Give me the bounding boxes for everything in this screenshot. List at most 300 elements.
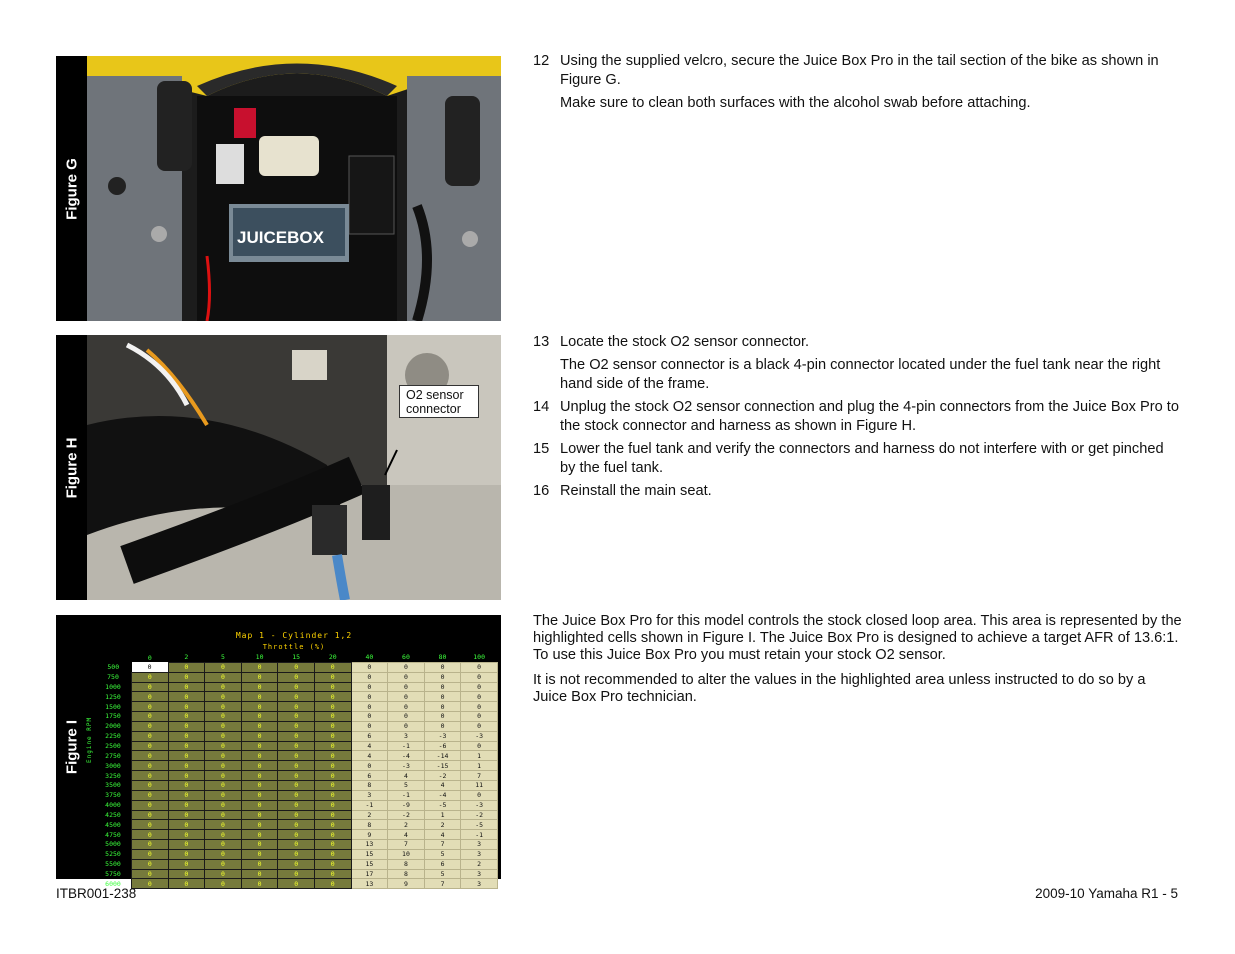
map-cell-highlighted[interactable]: 7 bbox=[461, 771, 498, 781]
map-cell-highlighted[interactable]: 0 bbox=[424, 672, 461, 682]
map-cell-highlighted[interactable]: 0 bbox=[461, 741, 498, 751]
map-cell-highlighted[interactable]: 0 bbox=[461, 692, 498, 702]
step-13-note: The O2 sensor connector is a black 4-pin connector located under the fuel tank near the right hand side of the frame. bbox=[560, 357, 1161, 392]
map-cell[interactable]: 0 bbox=[168, 721, 205, 731]
map-cell-highlighted[interactable]: -1 bbox=[351, 800, 388, 810]
map-cell[interactable]: 0 bbox=[314, 810, 351, 820]
map-cell[interactable]: 0 bbox=[132, 692, 169, 702]
map-cell[interactable]: 0 bbox=[278, 702, 315, 712]
map-col-header: 0 bbox=[147, 653, 152, 662]
map-cell[interactable]: 0 bbox=[241, 820, 278, 830]
map-cell-highlighted[interactable]: 2 bbox=[388, 820, 425, 830]
map-cell[interactable]: 0 bbox=[168, 751, 205, 761]
map-cell-highlighted[interactable]: -2 bbox=[461, 810, 498, 820]
map-cell[interactable]: 0 bbox=[241, 790, 278, 800]
map-cell[interactable]: 0 bbox=[241, 830, 278, 840]
map-cell-highlighted[interactable]: 9 bbox=[351, 830, 388, 840]
map-cell[interactable]: 0 bbox=[132, 830, 169, 840]
step-12 bbox=[533, 52, 1183, 90]
map-cell-highlighted[interactable]: 10 bbox=[388, 849, 425, 859]
map-row-header: 5250 bbox=[105, 850, 121, 859]
map-cell[interactable]: 0 bbox=[278, 662, 315, 672]
map-row-header: 1250 bbox=[105, 692, 121, 701]
step-text: Locate the stock O2 sensor connector. bbox=[560, 334, 810, 350]
map-cell-highlighted[interactable]: 0 bbox=[461, 790, 498, 800]
map-cell-highlighted[interactable]: 0 bbox=[351, 712, 388, 722]
map-cell[interactable]: 0 bbox=[168, 849, 205, 859]
map-cell[interactable]: 0 bbox=[168, 810, 205, 820]
map-cell-highlighted[interactable]: 0 bbox=[461, 672, 498, 682]
map-cell-highlighted[interactable]: 3 bbox=[461, 849, 498, 859]
map-cell-highlighted[interactable]: 1 bbox=[461, 761, 498, 771]
map-cell[interactable]: 0 bbox=[205, 820, 242, 830]
map-cell-highlighted[interactable]: 13 bbox=[351, 840, 388, 850]
map-cell[interactable]: 0 bbox=[278, 731, 315, 741]
map-cell-highlighted[interactable]: -5 bbox=[424, 800, 461, 810]
map-cell[interactable]: 0 bbox=[278, 869, 315, 879]
map-cell[interactable]: 0 bbox=[241, 692, 278, 702]
map-cell[interactable]: 0 bbox=[241, 702, 278, 712]
map-cell-highlighted[interactable]: 4 bbox=[388, 830, 425, 840]
map-cell-highlighted[interactable]: 1 bbox=[461, 751, 498, 761]
map-cell[interactable]: 0 bbox=[278, 682, 315, 692]
map-row-header: 4500 bbox=[105, 820, 121, 829]
map-cell-highlighted[interactable]: 3 bbox=[351, 790, 388, 800]
map-cell[interactable]: 0 bbox=[168, 672, 205, 682]
map-cell-highlighted[interactable]: 4 bbox=[351, 751, 388, 761]
map-cell-highlighted[interactable]: 4 bbox=[351, 741, 388, 751]
map-cell[interactable]: 0 bbox=[314, 820, 351, 830]
map-cell[interactable]: 0 bbox=[241, 780, 278, 790]
map-cell-highlighted[interactable]: 0 bbox=[351, 672, 388, 682]
map-cell[interactable]: 0 bbox=[314, 702, 351, 712]
map-cell[interactable]: 0 bbox=[205, 840, 242, 850]
map-cell[interactable]: 0 bbox=[314, 790, 351, 800]
map-cell[interactable]: 0 bbox=[278, 761, 315, 771]
map-cell-highlighted[interactable]: 0 bbox=[461, 712, 498, 722]
steps-block-a bbox=[533, 52, 1183, 117]
map-cell-highlighted[interactable]: 0 bbox=[388, 672, 425, 682]
map-cell[interactable]: 0 bbox=[205, 800, 242, 810]
map-cell-highlighted[interactable]: 0 bbox=[351, 702, 388, 712]
map-row bbox=[95, 682, 497, 692]
map-cell[interactable]: 0 bbox=[168, 712, 205, 722]
map-cell-highlighted[interactable]: 0 bbox=[388, 702, 425, 712]
map-row-header: 2750 bbox=[105, 751, 121, 760]
map-cell-highlighted[interactable]: 8 bbox=[351, 780, 388, 790]
map-cell[interactable]: 0 bbox=[278, 849, 315, 859]
map-cell[interactable]: 0 bbox=[168, 840, 205, 850]
map-cell[interactable]: 0 bbox=[241, 771, 278, 781]
map-cell[interactable]: 0 bbox=[205, 741, 242, 751]
step-text: Lower the fuel tank and verify the connectors and harness do not interfere with or get pinched by the fuel tank. bbox=[560, 441, 1164, 476]
map-row-header: 750 bbox=[107, 673, 119, 682]
map-cell[interactable]: 0 bbox=[278, 721, 315, 731]
map-cell[interactable]: 0 bbox=[314, 879, 351, 889]
figure-g bbox=[56, 56, 501, 321]
map-cell[interactable]: 0 bbox=[132, 741, 169, 751]
map-cell[interactable]: 0 bbox=[241, 712, 278, 722]
map-cell-highlighted[interactable]: 0 bbox=[351, 662, 388, 672]
map-cell-highlighted[interactable]: 6 bbox=[351, 731, 388, 741]
map-cell[interactable]: 0 bbox=[314, 771, 351, 781]
map-cell-highlighted[interactable]: 8 bbox=[351, 820, 388, 830]
map-row bbox=[95, 800, 497, 810]
map-title: Map 1 - Cylinder 1,2 bbox=[235, 631, 353, 640]
map-cell[interactable]: 0 bbox=[278, 672, 315, 682]
map-cell-highlighted[interactable]: -3 bbox=[461, 800, 498, 810]
map-cell[interactable]: 0 bbox=[241, 800, 278, 810]
step-number: 16 bbox=[533, 483, 550, 499]
map-cell[interactable]: 0 bbox=[205, 771, 242, 781]
map-cell[interactable]: 0 bbox=[205, 859, 242, 869]
map-row bbox=[95, 702, 497, 712]
map-cell[interactable]: 0 bbox=[132, 810, 169, 820]
map-cell[interactable]: 0 bbox=[241, 751, 278, 761]
map-cell-highlighted[interactable]: 5 bbox=[388, 780, 425, 790]
map-cell[interactable]: 0 bbox=[314, 780, 351, 790]
map-cell-highlighted[interactable]: -1 bbox=[461, 830, 498, 840]
map-cell[interactable]: 0 bbox=[168, 830, 205, 840]
map-cell-highlighted[interactable]: 0 bbox=[461, 682, 498, 692]
fuel-map bbox=[86, 615, 501, 888]
map-cell[interactable]: 0 bbox=[314, 761, 351, 771]
map-row bbox=[95, 820, 497, 830]
map-cell[interactable]: 0 bbox=[314, 751, 351, 761]
map-cell[interactable]: 0 bbox=[205, 761, 242, 771]
map-cell[interactable]: 0 bbox=[132, 849, 169, 859]
map-cell[interactable]: 0 bbox=[241, 810, 278, 820]
map-col-header: 5 bbox=[221, 653, 225, 662]
map-cell[interactable]: 0 bbox=[314, 869, 351, 879]
map-cell[interactable]: 0 bbox=[314, 712, 351, 722]
step-text: Reinstall the main seat. bbox=[560, 483, 712, 499]
map-row bbox=[95, 810, 497, 820]
map-cell[interactable]: 0 bbox=[241, 672, 278, 682]
map-cell[interactable]: 0 bbox=[314, 849, 351, 859]
map-cell-highlighted[interactable]: 1 bbox=[424, 810, 461, 820]
map-cell-highlighted[interactable]: 7 bbox=[424, 840, 461, 850]
map-cell[interactable]: 0 bbox=[168, 692, 205, 702]
map-row bbox=[95, 790, 497, 800]
step-number: 13 bbox=[533, 334, 550, 350]
figure-i-label: Figure I bbox=[63, 719, 80, 775]
map-cell[interactable]: 0 bbox=[132, 702, 169, 712]
map-cell-highlighted[interactable]: 11 bbox=[461, 780, 498, 790]
juicebox-logo-text: JUICEBOX bbox=[237, 228, 324, 247]
map-row bbox=[95, 751, 497, 761]
map-cell[interactable]: 0 bbox=[205, 830, 242, 840]
map-cell-highlighted[interactable]: 4 bbox=[424, 830, 461, 840]
map-row-header: 3000 bbox=[105, 761, 121, 770]
map-cell-highlighted[interactable]: 13 bbox=[351, 879, 388, 889]
map-cell[interactable]: 0 bbox=[278, 751, 315, 761]
map-cell-highlighted[interactable]: 0 bbox=[351, 721, 388, 731]
map-cell[interactable]: 0 bbox=[205, 869, 242, 879]
map-cell-highlighted[interactable]: 3 bbox=[461, 879, 498, 889]
map-cell[interactable]: 0 bbox=[241, 761, 278, 771]
map-cell-highlighted[interactable]: 0 bbox=[424, 702, 461, 712]
map-cell[interactable]: 0 bbox=[241, 840, 278, 850]
paragraph-warning: It is not recommended to alter the values in the highlighted area unless instructed to do so by a Juice Box Pro technician. bbox=[533, 672, 1146, 705]
steps-block-b bbox=[533, 333, 1183, 505]
map-cell[interactable]: 0 bbox=[314, 840, 351, 850]
map-cell[interactable]: 0 bbox=[168, 800, 205, 810]
map-col-header: 40 bbox=[365, 653, 374, 662]
map-cell[interactable]: 0 bbox=[278, 780, 315, 790]
map-cell-highlighted[interactable]: 0 bbox=[388, 662, 425, 672]
map-cell[interactable]: 0 bbox=[168, 662, 205, 672]
map-row-header: 2000 bbox=[105, 722, 121, 731]
map-cell[interactable]: 0 bbox=[132, 761, 169, 771]
map-cell-highlighted[interactable]: -2 bbox=[388, 810, 425, 820]
map-row-header: 500 bbox=[107, 663, 120, 672]
map-cell[interactable]: 0 bbox=[168, 731, 205, 741]
map-cell-highlighted[interactable]: -2 bbox=[424, 771, 461, 781]
map-cell[interactable]: 0 bbox=[205, 682, 242, 692]
map-description bbox=[533, 613, 1183, 714]
map-cell-highlighted[interactable]: 0 bbox=[461, 702, 498, 712]
map-cell-highlighted[interactable]: -6 bbox=[424, 741, 461, 751]
map-cell[interactable]: 0 bbox=[168, 859, 205, 869]
map-cell-highlighted[interactable]: 4 bbox=[388, 771, 425, 781]
map-row bbox=[95, 692, 497, 702]
map-row-header: 3250 bbox=[105, 771, 121, 780]
map-cell[interactable]: 0 bbox=[132, 820, 169, 830]
map-cell[interactable]: 0 bbox=[241, 741, 278, 751]
map-row-header: 4000 bbox=[105, 801, 121, 810]
map-cell[interactable]: 0 bbox=[241, 869, 278, 879]
map-cell-highlighted[interactable]: 7 bbox=[424, 879, 461, 889]
map-cell-highlighted[interactable]: -9 bbox=[388, 800, 425, 810]
map-cell[interactable]: 0 bbox=[168, 820, 205, 830]
map-cell-highlighted[interactable]: 0 bbox=[388, 721, 425, 731]
map-cell-highlighted[interactable]: -3 bbox=[388, 761, 425, 771]
map-cell[interactable]: 0 bbox=[278, 810, 315, 820]
map-cell-highlighted[interactable]: 6 bbox=[424, 859, 461, 869]
map-cell-highlighted[interactable]: 0 bbox=[388, 682, 425, 692]
map-row bbox=[95, 840, 497, 850]
map-cell[interactable]: 0 bbox=[205, 790, 242, 800]
map-cell-highlighted[interactable]: 0 bbox=[424, 712, 461, 722]
map-corner bbox=[95, 653, 132, 662]
map-cell[interactable]: 0 bbox=[241, 662, 278, 672]
map-cell-highlighted[interactable]: 0 bbox=[388, 712, 425, 722]
map-row bbox=[95, 721, 497, 731]
map-cell[interactable]: 0 bbox=[314, 682, 351, 692]
step-text: Unplug the stock O2 sensor connection and plug the 4-pin connectors from the Juice Box Pro to the stock connector and harness as shown in Figure H. bbox=[560, 399, 1179, 434]
map-cell[interactable]: 0 bbox=[205, 721, 242, 731]
map-row bbox=[95, 849, 497, 859]
map-cell[interactable]: 0 bbox=[132, 869, 169, 879]
map-cell[interactable]: 0 bbox=[314, 672, 351, 682]
map-cell[interactable]: 0 bbox=[241, 731, 278, 741]
map-cell-highlighted[interactable]: 0 bbox=[351, 692, 388, 702]
map-cell[interactable]: 0 bbox=[132, 672, 169, 682]
map-row-header: 2250 bbox=[105, 732, 121, 741]
map-cell[interactable]: 0 bbox=[168, 771, 205, 781]
map-row-header: 5500 bbox=[105, 860, 121, 869]
o2-sensor-callout: O2 sensor connector bbox=[399, 385, 479, 418]
map-cell[interactable]: 0 bbox=[278, 840, 315, 850]
map-cell[interactable]: 0 bbox=[168, 702, 205, 712]
map-cell-highlighted[interactable]: 0 bbox=[388, 692, 425, 702]
map-row-header: 3500 bbox=[105, 781, 121, 790]
map-cell[interactable]: 0 bbox=[132, 682, 169, 692]
map-col-header: 20 bbox=[328, 653, 337, 662]
map-row bbox=[95, 662, 497, 672]
figure-i-tab bbox=[56, 615, 87, 879]
map-cell-highlighted[interactable]: 0 bbox=[351, 761, 388, 771]
map-cell[interactable]: 0 bbox=[314, 692, 351, 702]
map-cell[interactable]: 0 bbox=[205, 849, 242, 859]
map-throttle-title: Throttle (%) bbox=[262, 643, 326, 651]
step-number: 12 bbox=[533, 53, 550, 69]
map-cell[interactable]: 0 bbox=[314, 800, 351, 810]
map-cell-highlighted[interactable]: 0 bbox=[424, 692, 461, 702]
map-col-header: 15 bbox=[292, 653, 301, 662]
map-row-header: 1750 bbox=[105, 712, 121, 721]
map-cell-highlighted[interactable]: 0 bbox=[424, 682, 461, 692]
step-text: Using the supplied velcro, secure the Juice Box Pro in the tail section of the bike as shown in Figure G. bbox=[560, 53, 1159, 88]
map-cell-highlighted[interactable]: 8 bbox=[388, 869, 425, 879]
map-cell[interactable]: 0 bbox=[205, 751, 242, 761]
map-cell[interactable]: 0 bbox=[205, 780, 242, 790]
map-cell-highlighted[interactable]: 17 bbox=[351, 869, 388, 879]
map-cell-highlighted[interactable]: 9 bbox=[388, 879, 425, 889]
map-cell-highlighted[interactable]: -3 bbox=[461, 731, 498, 741]
map-cell[interactable]: 0 bbox=[205, 810, 242, 820]
map-cell-highlighted[interactable]: 5 bbox=[424, 869, 461, 879]
paragraph-closed-loop: The Juice Box Pro for this model controls the stock closed loop area. This area is represented by the highlighted cells shown in Figure I. The Juice Box Pro is designed to achieve a target AFR of 13.6:1. To use this Juice Box Pro you must retain your stock O2 sensor. bbox=[533, 613, 1182, 663]
figure-i bbox=[56, 615, 501, 888]
map-cell[interactable]: 0 bbox=[205, 692, 242, 702]
map-cell[interactable]: 0 bbox=[278, 692, 315, 702]
map-cell[interactable]: 0 bbox=[314, 859, 351, 869]
map-cell[interactable]: 0 bbox=[132, 771, 169, 781]
map-cell[interactable]: 0 bbox=[132, 721, 169, 731]
map-cell[interactable]: 0 bbox=[278, 790, 315, 800]
map-cell[interactable]: 0 bbox=[132, 790, 169, 800]
map-cell[interactable]: 0 bbox=[205, 879, 242, 889]
map-cell[interactable]: 0 bbox=[168, 869, 205, 879]
map-cell-highlighted[interactable]: 3 bbox=[461, 869, 498, 879]
map-cell-selected[interactable]: 0 bbox=[132, 662, 169, 672]
map-cell[interactable]: 0 bbox=[314, 741, 351, 751]
map-cell[interactable]: 0 bbox=[314, 662, 351, 672]
map-cell[interactable]: 0 bbox=[278, 820, 315, 830]
map-cell[interactable]: 0 bbox=[205, 731, 242, 741]
map-cell[interactable]: 0 bbox=[278, 859, 315, 869]
map-cell-highlighted[interactable]: 2 bbox=[461, 859, 498, 869]
map-cell[interactable]: 0 bbox=[168, 790, 205, 800]
map-row-header: 4750 bbox=[105, 830, 121, 839]
map-cell[interactable]: 0 bbox=[132, 731, 169, 741]
map-cell[interactable]: 0 bbox=[314, 721, 351, 731]
map-row-header: 1000 bbox=[105, 682, 121, 691]
map-cell-highlighted[interactable]: 4 bbox=[424, 780, 461, 790]
map-cell[interactable]: 0 bbox=[278, 879, 315, 889]
map-cell[interactable]: 0 bbox=[278, 712, 315, 722]
figure-h bbox=[56, 335, 501, 600]
map-cell[interactable]: 0 bbox=[132, 800, 169, 810]
step-13 bbox=[533, 333, 1183, 352]
map-cell-highlighted[interactable]: 3 bbox=[388, 731, 425, 741]
map-cell-highlighted[interactable]: 8 bbox=[388, 859, 425, 869]
map-cell[interactable]: 0 bbox=[168, 879, 205, 889]
map-cell-highlighted[interactable]: -14 bbox=[424, 751, 461, 761]
map-cell-highlighted[interactable]: -5 bbox=[461, 820, 498, 830]
map-cell-highlighted[interactable]: -1 bbox=[388, 741, 425, 751]
map-cell[interactable]: 0 bbox=[278, 771, 315, 781]
map-cell-highlighted[interactable]: -4 bbox=[424, 790, 461, 800]
map-cell-highlighted[interactable]: 5 bbox=[424, 849, 461, 859]
map-cell-highlighted[interactable]: 2 bbox=[351, 810, 388, 820]
map-cell-highlighted[interactable]: 0 bbox=[461, 662, 498, 672]
map-row-header: 2500 bbox=[105, 742, 121, 751]
map-cell[interactable]: 0 bbox=[314, 731, 351, 741]
map-cell[interactable]: 0 bbox=[205, 672, 242, 682]
map-cell[interactable]: 0 bbox=[132, 712, 169, 722]
map-cell[interactable]: 0 bbox=[278, 741, 315, 751]
map-cell-highlighted[interactable]: -15 bbox=[424, 761, 461, 771]
map-row bbox=[95, 712, 497, 722]
step-number: 14 bbox=[533, 399, 550, 415]
map-cell-highlighted[interactable]: 6 bbox=[351, 771, 388, 781]
map-cell-highlighted[interactable]: 0 bbox=[461, 721, 498, 731]
map-cell-highlighted[interactable]: 0 bbox=[351, 682, 388, 692]
map-rpm-title: Engine RPM bbox=[86, 716, 93, 763]
map-cell[interactable]: 0 bbox=[241, 859, 278, 869]
map-cell-highlighted[interactable]: 15 bbox=[351, 849, 388, 859]
map-cell-highlighted[interactable]: -4 bbox=[388, 751, 425, 761]
map-cell[interactable]: 0 bbox=[168, 682, 205, 692]
map-cell[interactable]: 0 bbox=[132, 879, 169, 889]
map-cell[interactable]: 0 bbox=[168, 741, 205, 751]
figure-h-photo bbox=[87, 335, 501, 600]
map-cell[interactable]: 0 bbox=[132, 840, 169, 850]
map-row bbox=[95, 869, 497, 879]
map-cell[interactable]: 0 bbox=[132, 780, 169, 790]
map-cell-highlighted[interactable]: 0 bbox=[424, 662, 461, 672]
map-cell-highlighted[interactable]: 7 bbox=[388, 840, 425, 850]
map-cell[interactable]: 0 bbox=[168, 780, 205, 790]
map-cell[interactable]: 0 bbox=[314, 830, 351, 840]
figure-g-photo bbox=[87, 56, 501, 321]
map-cell[interactable]: 0 bbox=[241, 849, 278, 859]
map-cell-highlighted[interactable]: 3 bbox=[461, 840, 498, 850]
map-cell[interactable]: 0 bbox=[205, 662, 242, 672]
map-cell-highlighted[interactable]: -1 bbox=[388, 790, 425, 800]
figure-h-tab bbox=[56, 335, 87, 600]
map-cell[interactable]: 0 bbox=[205, 702, 242, 712]
map-cell[interactable]: 0 bbox=[205, 712, 242, 722]
map-cell-highlighted[interactable]: 2 bbox=[424, 820, 461, 830]
step-15 bbox=[533, 440, 1183, 478]
map-cell[interactable]: 0 bbox=[241, 682, 278, 692]
map-cell[interactable]: 0 bbox=[132, 751, 169, 761]
map-cell[interactable]: 0 bbox=[241, 879, 278, 889]
map-cell-highlighted[interactable]: 0 bbox=[424, 721, 461, 731]
map-cell-highlighted[interactable]: -3 bbox=[424, 731, 461, 741]
map-row bbox=[95, 771, 497, 781]
map-cell[interactable]: 0 bbox=[278, 830, 315, 840]
map-cell[interactable]: 0 bbox=[168, 761, 205, 771]
map-cell-highlighted[interactable]: 15 bbox=[351, 859, 388, 869]
map-cell[interactable]: 0 bbox=[132, 859, 169, 869]
map-cell[interactable]: 0 bbox=[278, 800, 315, 810]
map-cell[interactable]: 0 bbox=[241, 721, 278, 731]
